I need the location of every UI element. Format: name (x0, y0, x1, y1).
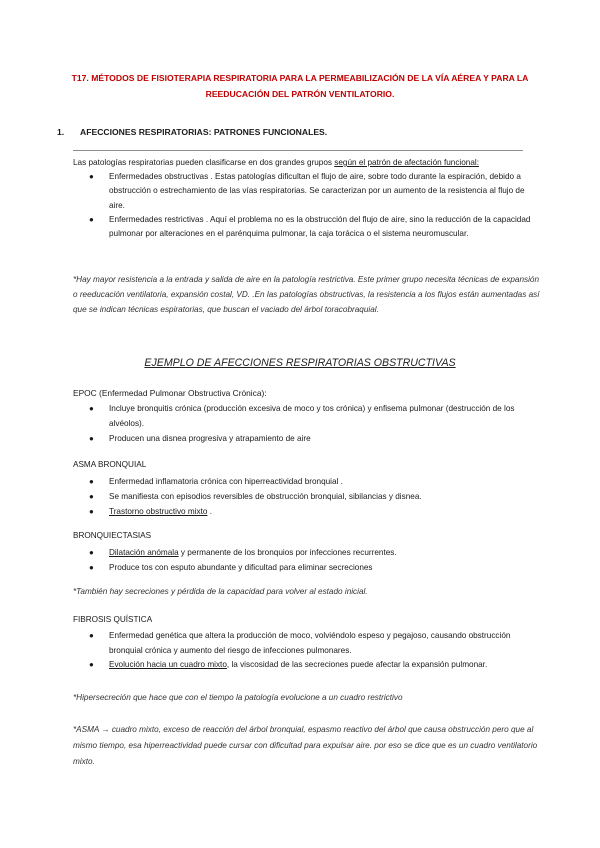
asma-item-underlined: Trastorno obstructivo mixto (109, 507, 208, 517)
list-item (89, 545, 539, 560)
bronquiectasias-list (89, 545, 539, 575)
fibrosis-item-text: Enfermedad genética que altera la producción de moco, volviéndolo espeso y pegajoso, causando obstrucción bronquial crónica y aumento del riesgo de infecciones pulmonares. (109, 631, 511, 655)
list-item (89, 474, 539, 489)
list-item (89, 401, 539, 431)
fibrosis-list (89, 629, 539, 673)
section-1-number: 1. (57, 127, 65, 137)
group-restrictive-text: Enfermedades restrictivas . Aquí el problema no es la obstrucción del flujo de aire, sino la reducción de la capacidad pulmonar por alteraciones en el parénquima pulmonar, la caja torácica o el sistema neuromuscular. (109, 214, 531, 239)
section-1-heading (57, 127, 537, 137)
asma-item-text: Enfermedad inflamatoria crónica con hiperreactividad bronquial . (109, 477, 343, 486)
bullet-icon: ● (89, 434, 94, 444)
list-item (89, 560, 539, 575)
list-item (89, 431, 539, 446)
list-item (89, 629, 539, 658)
asma-item-rest: . (207, 507, 212, 517)
bullet-icon: ● (89, 477, 94, 486)
section-1-title: AFECCIONES RESPIRATORIAS: PATRONES FUNCIONALES. (80, 127, 328, 137)
section-divider (73, 150, 523, 151)
epoc-item-text: Producen una disnea progresiva y atrapamiento de aire (109, 434, 311, 444)
bullet-icon: ● (89, 404, 94, 413)
note-asma-mixed: *ASMA → cuadro mixto, exceso de reacción del árbol bronquial, espasmo reactivo del árbol que causa obstrucción pero que al mismo tiempo, esa hiperreactividad puede cursar con dificultad para expulsar aire. por eso se dice que es un cuadro ventilatorio mixto. (73, 725, 538, 766)
epoc-heading: EPOC (Enfermedad Pulmonar Obstructiva Crónica): (73, 388, 267, 398)
document-title (60, 70, 540, 102)
bronquiectasias-item-text: Produce tos con esputo abundante y dificultad para eliminar secreciones (109, 563, 373, 573)
note-secretions: *También hay secreciones y pérdida de la capacidad para volver al estado inicial. (73, 587, 368, 596)
epoc-item-text: Incluye bronquitis crónica (producción excesiva de moco y tos crónica) y enfisema pulmonar (destrucción de los alvéolos). (109, 404, 515, 429)
fibrosis-item-rest: , la viscosidad de las secreciones puede afectar la expansión pulmonar. (226, 660, 488, 670)
asma-item-text: Se manifiesta con episodios reversibles de obstrucción bronquial, sibilancias y disnea. (109, 492, 422, 502)
bullet-icon: ● (89, 563, 94, 573)
intro-paragraph (73, 156, 543, 170)
asma-list (89, 474, 539, 520)
document-title-line-2: REEDUCACIÓN DEL PATRÓN VENTILATORIO. (205, 89, 395, 99)
bullet-icon: ● (89, 214, 94, 224)
asma-heading: ASMA BRONQUIAL (73, 460, 147, 469)
list-item (89, 504, 539, 519)
group-obstructive-text: Enfermedades obstructivas . Estas patologías dificultan el flujo de aire, sobre todo durante la espiración, debido a obstrucción o estrechamiento de las vías respiratorias. Se caracterizan por un aumento de la resistencia al flujo de aire. (109, 172, 525, 210)
note-hypersecretion: *Hipersecreción que hace que con el tiempo la patología evolucione a un cuadro restrictivo (73, 693, 403, 702)
list-item (89, 213, 539, 242)
bullet-icon: ● (89, 660, 94, 670)
list-item (89, 489, 539, 504)
intro-text: Las patologías respiratorias pueden clasificarse en dos grandes grupos (73, 158, 335, 167)
bullet-icon: ● (89, 172, 94, 181)
document-title-line-1: T17. MÉTODOS DE FISIOTERAPIA RESPIRATORIA PARA LA PERMEABILIZACIÓN DE LA VÍA AÉREA Y PARA LA (71, 73, 529, 83)
bullet-icon: ● (89, 631, 94, 640)
bullet-icon: ● (89, 507, 94, 517)
bullet-icon: ● (89, 548, 94, 557)
fibrosis-heading: FIBROSIS QUÍSTICA (73, 615, 153, 624)
disease-groups-list (89, 170, 539, 241)
list-item (89, 658, 539, 673)
obstructive-examples-heading: EJEMPLO DE AFECCIONES RESPIRATORIAS OBSTRUCTIVAS (144, 357, 456, 369)
intro-underlined-text: según el patrón de afectación funcional: (334, 158, 479, 167)
note-resistance: *Hay mayor resistencia a la entrada y salida de aire en la patología restrictiva. Este primer grupo necesita técnicas de expansión o reeducación ventilatoria, expansión costal, VD. .En las patologías obstructivas, la resistencia a los flujos están aumentadas así que se indican técnicas espiratorias, que buscan el vaciado del árbol toracobraquial. (73, 275, 540, 315)
bronquiectasias-heading: BRONQUIECTASIAS (73, 531, 152, 540)
bullet-icon: ● (89, 492, 94, 502)
epoc-list (89, 401, 539, 447)
bronquiectasias-item-rest: y permanente de los bronquios por infecciones recurrentes. (178, 548, 397, 557)
bronquiectasias-item-underlined: Dilatación anómala (109, 548, 179, 557)
fibrosis-item-underlined: Evolución hacia un cuadro mixto (109, 660, 227, 670)
list-item (89, 170, 539, 213)
